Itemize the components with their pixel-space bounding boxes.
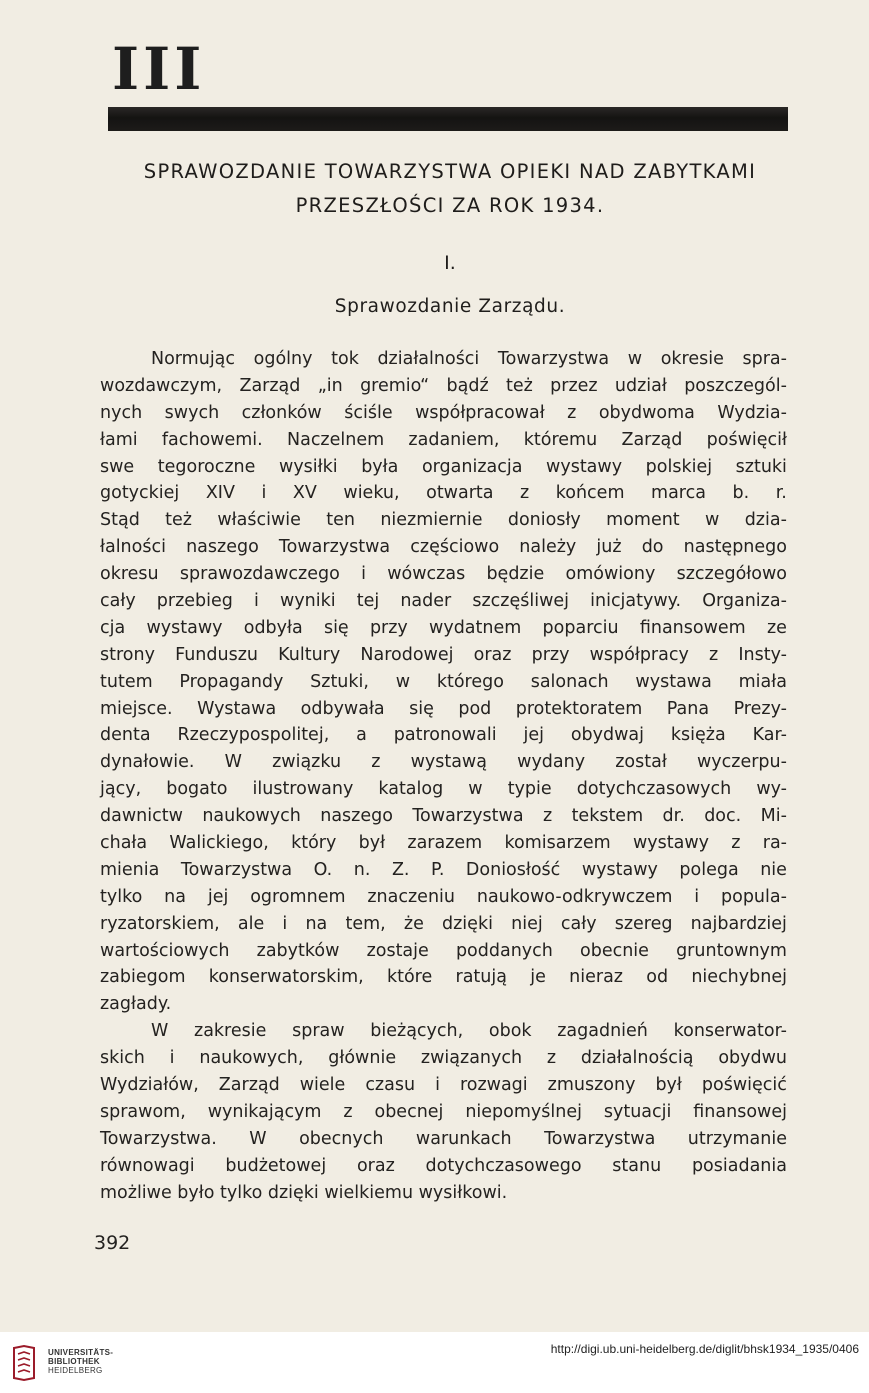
text-line: Normując ogólny tok działalności Towarzystwa w okresie spra- — [151, 349, 787, 369]
university-library-logo-icon — [10, 1344, 38, 1382]
text-line: Stąd też właściwie ten niezmiernie doniosły moment w dzia- — [100, 510, 787, 531]
decorative-bar — [108, 107, 788, 131]
text-line: gotyckiej XIV i XV wieku, otwarta z końcem marca b. r. — [100, 483, 787, 504]
text-line: zabiegom konserwatorskim, które ratują je nieraz od niechybnej — [100, 967, 787, 988]
source-url-link[interactable]: http://digi.ub.uni-heidelberg.de/diglit/bhsk1934_1935/0406 — [550, 1342, 859, 1356]
text-line: nych swych członków ściśle współpracował z obydwoma Wydzia- — [100, 402, 787, 423]
library-name-line-1: UNIVERSITÄTS- — [48, 1348, 114, 1357]
text-line: sprawom, wynikającym z obecnej niepomyślnej sytuacji finansowej — [100, 1101, 787, 1122]
text-line: swe tegoroczne wysiłki była organizacja wystawy polskiej sztuki — [100, 456, 787, 477]
text-line: łalności naszego Towarzystwa częściowo należy już do następnego — [100, 537, 787, 558]
report-title-line-1: SPRAWOZDANIE TOWARZYSTWA OPIEKI NAD ZABYTKAMI — [143, 160, 757, 183]
text-line: dawnictw naukowych naszego Towarzystwa z tekstem dr. doc. Mi- — [100, 806, 787, 827]
text-line: dynałowie. W związku z wystawą wydany został wyczerpu- — [100, 752, 787, 773]
report-title-line-2: PRZESZŁOŚCI ZA ROK 1934. — [295, 194, 605, 217]
text-line: łami fachowemi. Naczelnem zadaniem, któremu Zarząd poświęcił — [100, 429, 787, 450]
text-line: chała Walickiego, który był zarazem komisarzem wystawy z ra- — [100, 833, 787, 854]
text-line: możliwe było tylko dzięki wielkiemu wysiłkowi. — [100, 1182, 508, 1203]
text-line: cały przebieg i wyniki tej nader szczęśliwej inicjatywy. Organiza- — [100, 591, 787, 612]
text-line: mienia Towarzystwa O. n. Z. P. Doniosłość wystawy polega nie — [100, 859, 787, 880]
chapter-numeral: III — [112, 35, 206, 103]
text-line: cja wystawy odbyła się przy wydatnem poparciu finansowem ze — [100, 617, 787, 638]
text-line: wartościowych zabytków zostaje poddanych obecnie gruntownym — [100, 940, 787, 961]
text-line: denta Rzeczypospolitej, a patronowali jej obydwaj księża Kar- — [100, 725, 787, 746]
text-line: zagłady. — [100, 994, 172, 1015]
text-line: tutem Propagandy Sztuki, w którego salonach wystawa miała — [100, 671, 787, 692]
text-line: wozdawczym, Zarząd „in gremio“ bądź też przez udział poszczegól- — [100, 375, 787, 396]
text-line: W zakresie spraw bieżących, obok zagadnień konserwator- — [151, 1021, 787, 1042]
section-title: Sprawozdanie Zarządu. — [334, 296, 566, 317]
text-line: Towarzystwa. W obecnych warunkach Towarzystwa utrzymanie — [100, 1128, 787, 1149]
text-line: strony Funduszu Kultury Narodowej oraz przy współpracy z Insty- — [100, 644, 787, 665]
text-line: jący, bogato ilustrowany katalog w typie dotychczasowych wy- — [100, 779, 787, 800]
text-line: Wydziałów, Zarząd wiele czasu i rozwagi zmuszony był poświęcić — [100, 1075, 787, 1096]
text-line: ryzatorskiem, ale i na tem, że dzięki niej cały szereg najbardziej — [100, 913, 787, 934]
text-line: okresu sprawozdawczego i wówczas będzie omówiony szczegółowo — [100, 564, 787, 585]
page-number: 392 — [94, 1232, 131, 1254]
text-line: miejsce. Wystawa odbywała się pod protektoratem Pana Prezy- — [100, 698, 787, 719]
text-line: skich i naukowych, głównie związanych z działalnością obydwu — [100, 1048, 787, 1069]
library-footer — [0, 1332, 869, 1393]
text-line: tylko na jej ogromnem znaczeniu naukowo-odkrywczem i popula- — [100, 886, 787, 907]
library-name-line-2: BIBLIOTHEK — [48, 1357, 100, 1366]
section-number: I. — [444, 252, 456, 274]
library-name-line-3: HEIDELBERG — [48, 1366, 103, 1375]
body-text — [100, 346, 787, 1207]
library-name — [48, 1348, 113, 1375]
text-line: równowagi budżetowej oraz dotychczasowego stanu posiadania — [100, 1155, 787, 1176]
